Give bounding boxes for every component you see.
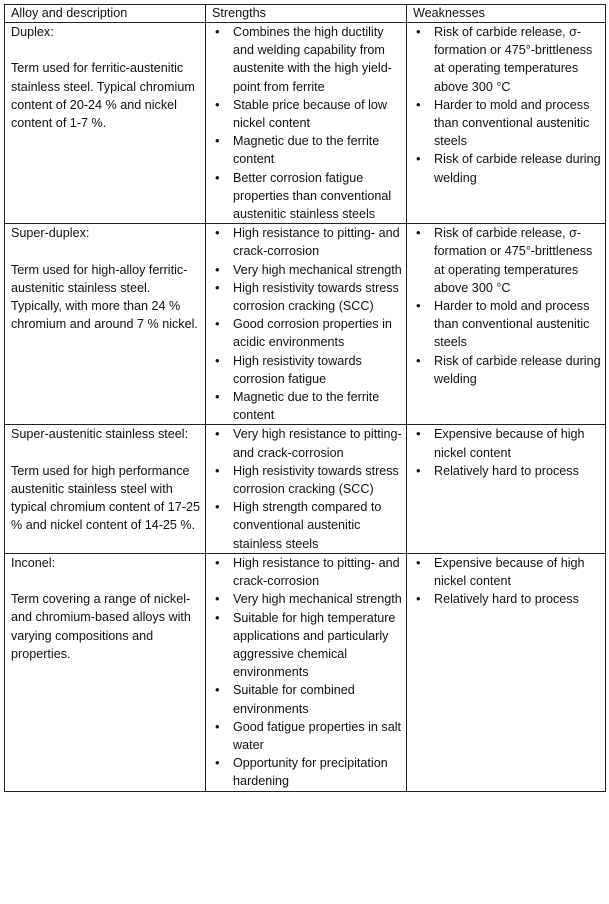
list-item: • Very high resistance to pitting- and crack-corrosion — [212, 425, 402, 461]
list-item: • Magnetic due to the ferrite content — [212, 132, 402, 168]
list-item: • Risk of carbide release, σ-formation or 475°-brittleness at operating temperatures above 300 °C — [413, 224, 601, 297]
list-item: • High strength compared to conventional austenitic stainless steels — [212, 498, 402, 553]
strengths-list — [212, 224, 402, 424]
header-alloy: Alloy and description — [5, 5, 206, 23]
list-item: • Good corrosion properties in acidic environments — [212, 315, 402, 351]
strengths-list — [212, 554, 402, 791]
list-item: • Suitable for combined environments — [212, 681, 402, 717]
weaknesses-cell — [407, 224, 606, 425]
list-item: • Magnetic due to the ferrite content — [212, 388, 402, 424]
list-item: • High resistivity towards stress corrosion cracking (SCC) — [212, 279, 402, 315]
weaknesses-list — [413, 425, 601, 480]
alloy-description: Term used for high performance austenitic stainless steel with typical chromium content of 17-25 % and nickel content of 14-25 %. — [11, 463, 200, 533]
alloy-cell — [5, 23, 206, 224]
list-item: • Harder to mold and process than conventional austenitic steels — [413, 96, 601, 151]
strengths-cell — [206, 23, 407, 224]
list-item: • Stable price because of low nickel content — [212, 96, 402, 132]
list-item: • Risk of carbide release during welding — [413, 150, 601, 186]
list-item: • Suitable for high temperature applications and particularly aggressive chemical environments — [212, 609, 402, 682]
list-item: • Combines the high ductility and welding capability from austenite with the high yield-point from ferrite — [212, 23, 402, 96]
list-item: • Relatively hard to process — [413, 590, 601, 608]
strengths-cell — [206, 224, 407, 425]
list-item: • Very high mechanical strength — [212, 590, 402, 608]
alloy-description: Term used for ferritic-austenitic stainless steel. Typical chromium content of 20-24 % and nickel content of 1-7 %. — [11, 61, 195, 130]
alloy-cell — [5, 224, 206, 425]
list-item: • High resistance to pitting- and crack-corrosion — [212, 224, 402, 260]
list-item: • Risk of carbide release, σ-formation or 475°-brittleness at operating temperatures above 300 °C — [413, 23, 601, 96]
table-row-inconel — [5, 553, 606, 791]
weaknesses-cell — [407, 425, 606, 553]
alloy-name: Super-duplex: — [11, 226, 90, 241]
weaknesses-cell — [407, 23, 606, 224]
list-item: • High resistivity towards corrosion fatigue — [212, 352, 402, 388]
weaknesses-list — [413, 23, 601, 187]
weaknesses-cell — [407, 553, 606, 791]
alloy-comparison-table — [4, 4, 606, 792]
list-item: • Expensive because of high nickel content — [413, 425, 601, 461]
weaknesses-list — [413, 554, 601, 609]
strengths-cell — [206, 553, 407, 791]
header-row — [5, 5, 606, 23]
alloy-name: Inconel: — [11, 555, 56, 570]
list-item: • Harder to mold and process than conventional austenitic steels — [413, 297, 601, 352]
strengths-list — [212, 425, 402, 552]
list-item: • Risk of carbide release during welding — [413, 352, 601, 388]
weaknesses-list — [413, 224, 601, 388]
list-item: • Good fatigue properties in salt water — [212, 718, 402, 754]
list-item: • Opportunity for precipitation hardening — [212, 754, 402, 790]
list-item: • Very high mechanical strength — [212, 261, 402, 279]
alloy-name: Super-austenitic stainless steel: — [11, 427, 189, 442]
header-strengths: Strengths — [206, 5, 407, 23]
alloy-cell — [5, 425, 206, 553]
alloy-name: Duplex: — [11, 25, 54, 39]
list-item: • High resistance to pitting- and crack-corrosion — [212, 554, 402, 590]
strengths-cell — [206, 425, 407, 553]
table-row-super-duplex — [5, 224, 606, 425]
list-item: • Better corrosion fatigue properties than conventional austenitic stainless steels — [212, 169, 402, 224]
strengths-list — [212, 23, 402, 223]
table-row-super-austenitic — [5, 425, 606, 553]
alloy-cell — [5, 553, 206, 791]
list-item: • Expensive because of high nickel content — [413, 554, 601, 590]
list-item: • Relatively hard to process — [413, 462, 601, 480]
table-row-duplex — [5, 23, 606, 224]
list-item: • High resistivity towards stress corrosion cracking (SCC) — [212, 462, 402, 498]
alloy-description: Term covering a range of nickel- and chromium-based alloys with varying compositions and properties. — [11, 592, 191, 661]
header-weaknesses: Weaknesses — [407, 5, 606, 23]
alloy-description: Term used for high-alloy ferritic-austenitic stainless steel. Typically, with more than 24 % chromium and around 7 % nickel. — [11, 262, 198, 332]
